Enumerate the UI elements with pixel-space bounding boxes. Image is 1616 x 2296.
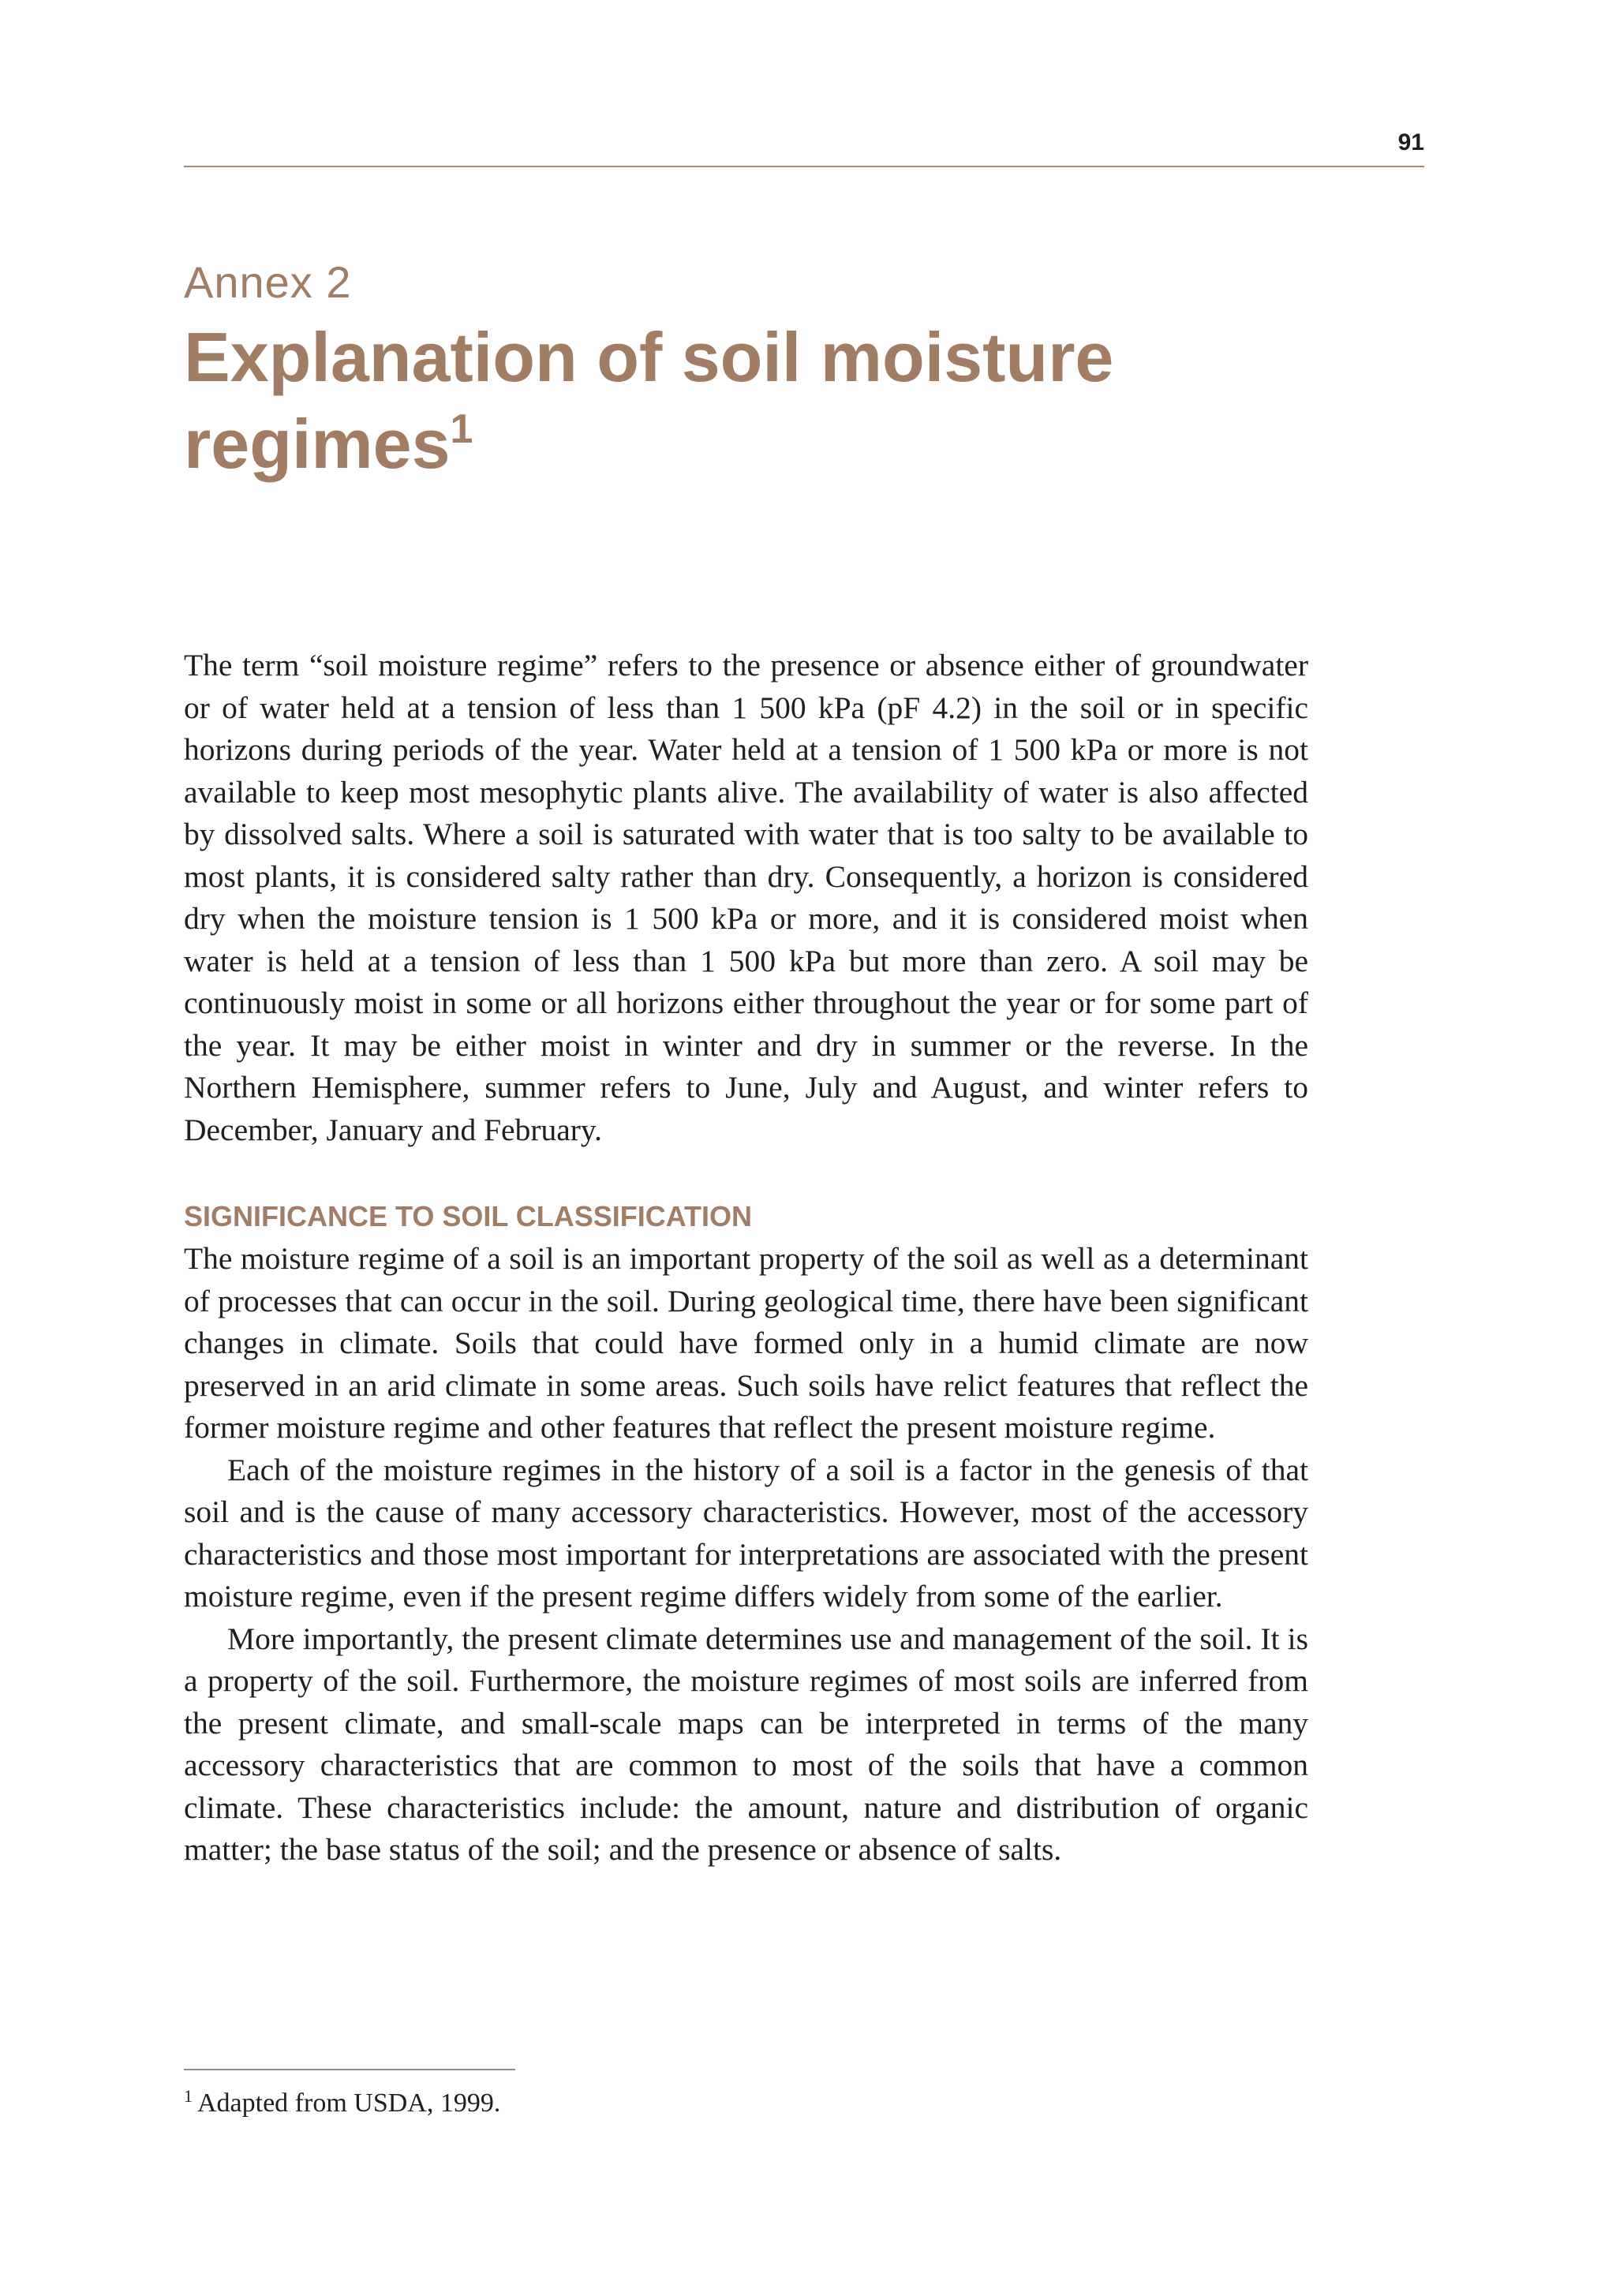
page-number: 91	[1397, 129, 1424, 155]
footnote	[184, 2086, 500, 2121]
section-paragraph: More importantly, the present climate determines use and management of the soil. It is a property of the soil. Furthermore, the moisture regimes of most soils are inferred from the present climate, and small-scale maps can be interpreted in terms of the many accessory characteristics that are common to most of the soils that have a common climate. These characteristics include: the amount, nature and distribution of organic matter; the base status of the soil; and the presence or absence of salts.	[184, 1621, 1308, 1867]
annex-title-text: Explanation of soil moisture regimes	[184, 318, 1114, 483]
footnote-rule	[184, 2069, 515, 2070]
section-paragraph: Each of the moisture regimes in the history of a soil is a factor in the genesis of that soil and is the cause of many accessory characteristics. However, most of the accessory characteristics and those most important for interpretations are associated with the present moisture regime, even if the present regime differs widely from some of the earlier.	[184, 1452, 1308, 1614]
annex-label: Annex 2	[184, 257, 352, 307]
header-rule	[184, 166, 1424, 167]
intro-paragraph: The term “soil moisture regime” refers to the presence or absence either of groundwater or of water held at a tension of less than 1 500 kPa (pF 4.2) in the soil or in specific horizons during periods of the year. Water held at a tension of 1 500 kPa or more is not available to keep most mesophytic plants alive. The availability of water is also affected by dissolved salts. Where a soil is saturated with water that is too salty to be available to most plants, it is considered salty rather than dry. Consequently, a horizon is considered dry when the moisture tension is 1 500 kPa or more, and it is considered moist when water is held at a tension of less than 1 500 kPa but more than zero. A soil may be continuously moist in some or all horizons either throughout the year or for some part of the year. It may be either moist in winter and dry in summer or the reverse. In the Northern Hemisphere, summer refers to June, July and August, and winter refers to December, January and February.	[184, 648, 1308, 1147]
section-heading: SIGNIFICANCE TO SOIL CLASSIFICATION	[184, 1200, 753, 1232]
footnote-marker: 1	[184, 2086, 193, 2106]
body-content	[184, 645, 1308, 1872]
title-footnote-marker: 1	[450, 406, 473, 452]
section-paragraph: The moisture regime of a soil is an important property of the soil as well as a determinant of processes that can occur in the soil. During geological time, there have been significant changes in climate. Soils that could have formed only in a humid climate are now preserved in an arid climate in some areas. Such soils have relict features that reflect the former moisture regime and other features that reflect the present moisture regime.	[184, 1241, 1308, 1445]
annex-title	[184, 314, 1367, 488]
footnote-text: Adapted from USDA, 1999.	[197, 2088, 501, 2118]
